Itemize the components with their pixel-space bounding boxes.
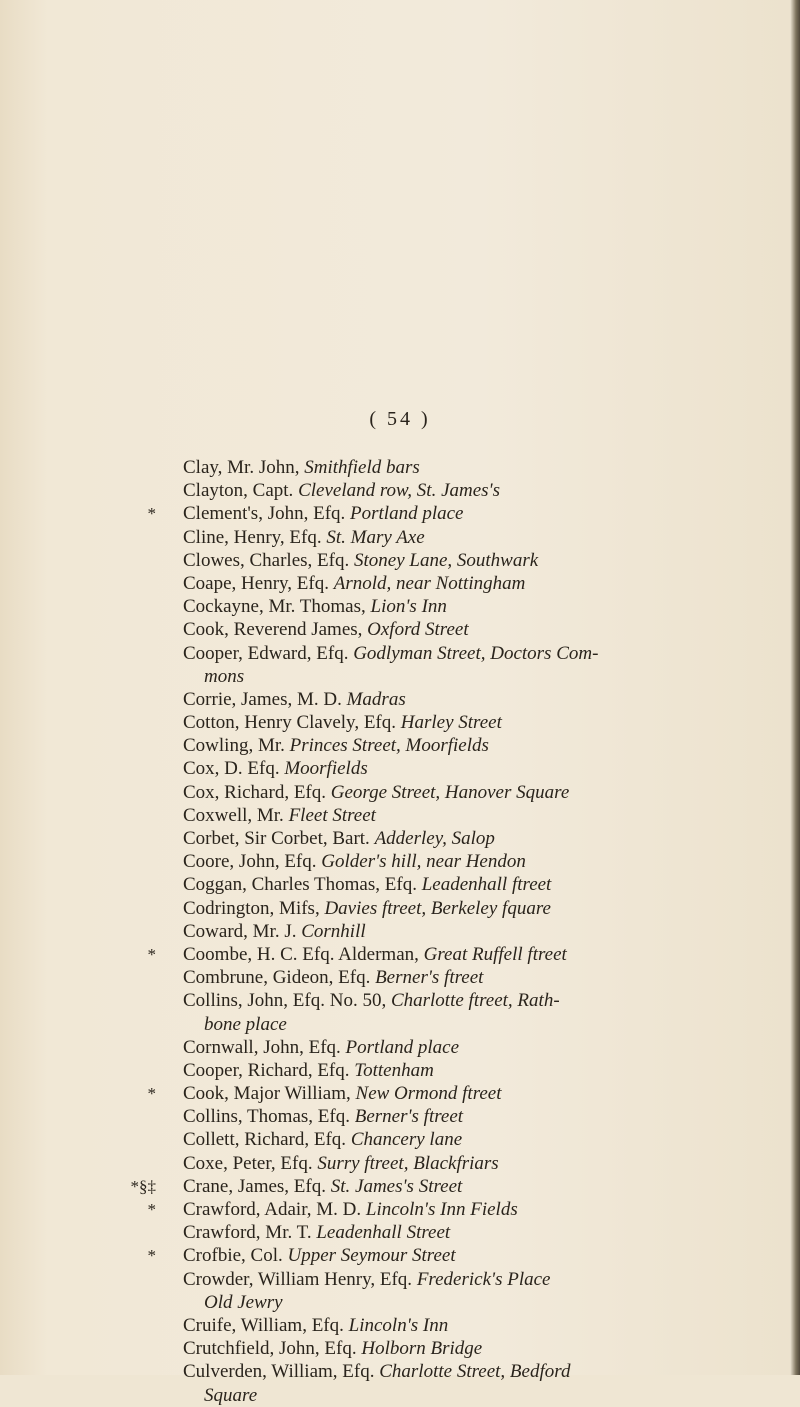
- subscriber-name: Coward, Mr. J.: [183, 920, 302, 942]
- subscriber-address: mons: [204, 665, 245, 687]
- subscriber-address: Davies ftreet, Berkeley fquare: [324, 897, 551, 919]
- subscriber-name: Cornwall, John, Efq.: [183, 1036, 346, 1058]
- list-entry: [0, 1082, 800, 1105]
- subscriber-name: Coxe, Peter, Efq.: [183, 1152, 318, 1174]
- entry-text: [183, 1036, 459, 1059]
- subscriber-address: Golder's hill, near Hendon: [321, 851, 526, 873]
- entry-text: [183, 897, 551, 920]
- entry-marker: *: [147, 1200, 156, 1219]
- entry-text: [183, 966, 483, 989]
- entry-text: [183, 595, 447, 618]
- subscriber-name: Cook, Reverend James,: [183, 619, 368, 641]
- subscriber-name: Culverden, William, Efq.: [183, 1361, 380, 1383]
- entry-text: [183, 618, 469, 641]
- subscriber-address: Stoney Lane, Southwark: [353, 549, 539, 571]
- subscriber-name: Combrune, Gideon, Efq.: [183, 967, 376, 989]
- entry-marker: *§‡: [130, 1176, 156, 1196]
- subscriber-address: Charlotte Street, Bedford: [379, 1361, 571, 1383]
- subscriber-address: Surry ftreet, Blackfriars: [317, 1152, 499, 1174]
- entry-text: [183, 1082, 502, 1105]
- list-entry: [0, 1221, 800, 1244]
- list-entry: [0, 1128, 800, 1151]
- list-entry: [0, 1268, 800, 1291]
- entry-text: [183, 1221, 450, 1244]
- subscriber-address: bone place: [204, 1013, 287, 1035]
- list-entry: [0, 827, 800, 850]
- list-entry: [0, 456, 800, 479]
- list-entry: [0, 1314, 800, 1337]
- entry-text: [183, 920, 366, 943]
- subscriber-address: Harley Street: [400, 712, 502, 734]
- subscriber-address: Frederick's Place: [416, 1268, 551, 1290]
- list-entry: [0, 897, 800, 920]
- entry-marker: *: [147, 1246, 156, 1266]
- subscriber-address: Tottenham: [354, 1059, 434, 1081]
- subscriber-name: Cockayne, Mr. Thomas,: [183, 596, 371, 618]
- subscriber-address: Fleet Street: [288, 804, 376, 826]
- entry-text: [183, 1105, 463, 1128]
- subscriber-address: George Street, Hanover Square: [330, 781, 570, 803]
- list-entry: [0, 1059, 800, 1082]
- subscriber-name: Cooper, Richard, Efq.: [183, 1059, 355, 1081]
- subscriber-name: Cox, Richard, Efq.: [183, 781, 331, 803]
- subscriber-address: Cornhill: [301, 920, 366, 942]
- entry-text: [183, 804, 376, 827]
- entry-text: [183, 572, 525, 595]
- subscriber-address: Leadenhall ftreet: [421, 874, 552, 896]
- subscriber-name: Crane, James, Efq.: [183, 1175, 331, 1197]
- subscriber-address: Lion's Inn: [370, 596, 447, 618]
- list-entry: [0, 804, 800, 827]
- subscriber-address: Arnold, near Nottingham: [333, 572, 526, 594]
- subscriber-name: Clay, Mr. John,: [183, 457, 305, 478]
- subscriber-address: Lincoln's Inn: [348, 1314, 449, 1336]
- subscriber-address: Smithfield bars: [304, 457, 420, 478]
- entry-text: [183, 1268, 550, 1291]
- list-entry: [0, 595, 800, 618]
- subscriber-name: Crutchfield, John, Efq.: [183, 1338, 362, 1360]
- subscriber-name: Cruife, William, Efq.: [183, 1314, 349, 1336]
- entry-text: [183, 989, 560, 1012]
- list-entry: [0, 920, 800, 943]
- subscriber-name: Cox, D. Efq.: [183, 758, 285, 780]
- subscriber-address: Portland place: [345, 1036, 459, 1058]
- entry-text: [183, 850, 526, 873]
- subscriber-address: Lincoln's Inn Fields: [365, 1199, 518, 1220]
- subscriber-address: Great Ruffell ftreet: [423, 943, 567, 965]
- entry-text: [183, 1175, 462, 1198]
- entry-text: [183, 502, 463, 525]
- subscriber-address: Upper Seymour Street: [287, 1245, 456, 1267]
- entry-text: [183, 711, 502, 734]
- entry-text: [183, 1198, 518, 1221]
- subscriber-address: Leadenhall Street: [316, 1222, 451, 1244]
- subscriber-name: Crawford, Adair, M. D.: [183, 1199, 366, 1220]
- subscriber-list: [0, 456, 800, 1407]
- subscriber-name: Coore, John, Efq.: [183, 851, 322, 873]
- entry-text: [183, 781, 569, 804]
- list-entry: [0, 1360, 800, 1383]
- entry-text: [183, 549, 538, 572]
- subscriber-name: Coape, Henry, Efq.: [183, 572, 334, 594]
- entry-text: [183, 1314, 448, 1337]
- entry-text: [183, 827, 495, 850]
- list-entry: [0, 1175, 800, 1198]
- subscriber-name: Coombe, H. C. Efq. Alderman,: [183, 943, 424, 965]
- entry-marker: *: [147, 1084, 156, 1104]
- entry-text: [183, 456, 420, 479]
- subscriber-address: Cleveland row, St. James's: [298, 480, 501, 502]
- list-entry-continuation: [0, 1013, 800, 1036]
- subscriber-address: Portland place: [350, 503, 464, 525]
- subscriber-address: Berner's ftreet: [354, 1106, 464, 1128]
- subscriber-address: St. James's Street: [330, 1175, 463, 1197]
- subscriber-name: Collett, Richard, Efq.: [183, 1129, 351, 1151]
- list-entry: [0, 873, 800, 896]
- entry-text: [183, 688, 406, 711]
- entry-text: [204, 1384, 257, 1407]
- list-entry: [0, 1036, 800, 1059]
- entry-text: [204, 1291, 283, 1314]
- list-entry: [0, 711, 800, 734]
- list-entry: [0, 479, 800, 502]
- subscriber-name: Codrington, Mifs,: [183, 897, 325, 919]
- list-entry: [0, 1152, 800, 1175]
- subscriber-name: Corrie, James, M. D.: [183, 688, 347, 710]
- entry-marker: *: [147, 944, 156, 964]
- list-entry: [0, 1105, 800, 1128]
- subscriber-address: Adderley, Salop: [374, 828, 495, 849]
- entry-text: [183, 1360, 570, 1383]
- subscriber-address: St. Mary Axe: [326, 526, 425, 548]
- list-entry: [0, 688, 800, 711]
- subscriber-name: Corbet, Sir Corbet, Bart.: [183, 828, 375, 849]
- subscriber-name: Collins, Thomas, Efq.: [183, 1106, 355, 1128]
- subscriber-address: Oxford Street: [367, 619, 469, 641]
- entry-text: [183, 1059, 434, 1082]
- subscriber-name: Coggan, Charles Thomas, Efq.: [183, 874, 422, 896]
- subscriber-address: Princes Street, Moorfields: [289, 735, 489, 757]
- subscriber-address: New Ormond ftreet: [355, 1083, 502, 1105]
- subscriber-name: Crawford, Mr. T.: [183, 1222, 317, 1244]
- entry-text: [183, 526, 425, 549]
- entry-text: [183, 873, 551, 896]
- subscriber-name: Coxwell, Mr.: [183, 804, 289, 826]
- list-entry: [0, 757, 800, 780]
- subscriber-name: Clement's, John, Efq.: [183, 503, 351, 525]
- subscriber-address: Godlyman Street, Doctors Com-: [353, 642, 599, 664]
- list-entry: [0, 572, 800, 595]
- subscriber-address: Old Jewry: [204, 1291, 283, 1313]
- entry-text: [183, 1128, 462, 1151]
- list-entry: [0, 1244, 800, 1267]
- list-entry-continuation: [0, 1291, 800, 1314]
- entry-text: [183, 734, 489, 757]
- entry-text: [204, 665, 244, 688]
- list-entry: [0, 549, 800, 572]
- subscriber-address: Holborn Bridge: [361, 1338, 483, 1360]
- list-entry: [0, 526, 800, 549]
- subscriber-name: Collins, John, Efq. No. 50,: [183, 990, 391, 1012]
- subscriber-name: Crofbie, Col.: [183, 1245, 288, 1267]
- list-entry: [0, 781, 800, 804]
- subscriber-address: Charlotte ftreet, Rath-: [390, 990, 560, 1012]
- entry-text: [183, 1244, 456, 1267]
- subscriber-address: Berner's ftreet: [375, 967, 484, 989]
- list-entry: [0, 1198, 800, 1221]
- subscriber-name: Cook, Major William,: [183, 1083, 356, 1105]
- list-entry-continuation: [0, 1384, 800, 1407]
- list-entry: [0, 989, 800, 1012]
- subscriber-name: Cowling, Mr.: [183, 735, 290, 757]
- entry-text: [183, 642, 598, 665]
- subscriber-address: Moorfields: [284, 758, 368, 780]
- entry-text: [183, 479, 500, 502]
- subscriber-name: Clowes, Charles, Efq.: [183, 549, 354, 571]
- entry-text: [183, 757, 368, 780]
- entry-text: [183, 1152, 499, 1175]
- entry-text: [183, 943, 567, 966]
- subscriber-name: Cooper, Edward, Efq.: [183, 642, 354, 664]
- entry-text: [183, 1337, 482, 1360]
- list-entry: [0, 1337, 800, 1360]
- list-entry: [0, 502, 800, 525]
- subscriber-name: Crowder, William Henry, Efq.: [183, 1268, 417, 1290]
- list-entry: [0, 734, 800, 757]
- entry-marker: *: [147, 504, 156, 524]
- list-entry-continuation: [0, 665, 800, 688]
- subscriber-address: Madras: [346, 688, 406, 710]
- list-entry: [0, 966, 800, 989]
- subscriber-name: Cotton, Henry Clavely, Efq.: [183, 712, 401, 734]
- page-number: ( 54 ): [369, 408, 431, 430]
- list-entry: [0, 850, 800, 873]
- list-entry: [0, 943, 800, 966]
- subscriber-address: Square: [204, 1384, 258, 1406]
- subscriber-name: Cline, Henry, Efq.: [183, 526, 327, 548]
- list-entry: [0, 642, 800, 665]
- list-entry: [0, 618, 800, 641]
- entry-text: [204, 1013, 287, 1036]
- subscriber-name: Clayton, Capt.: [183, 480, 299, 502]
- subscriber-address: Chancery lane: [350, 1129, 463, 1151]
